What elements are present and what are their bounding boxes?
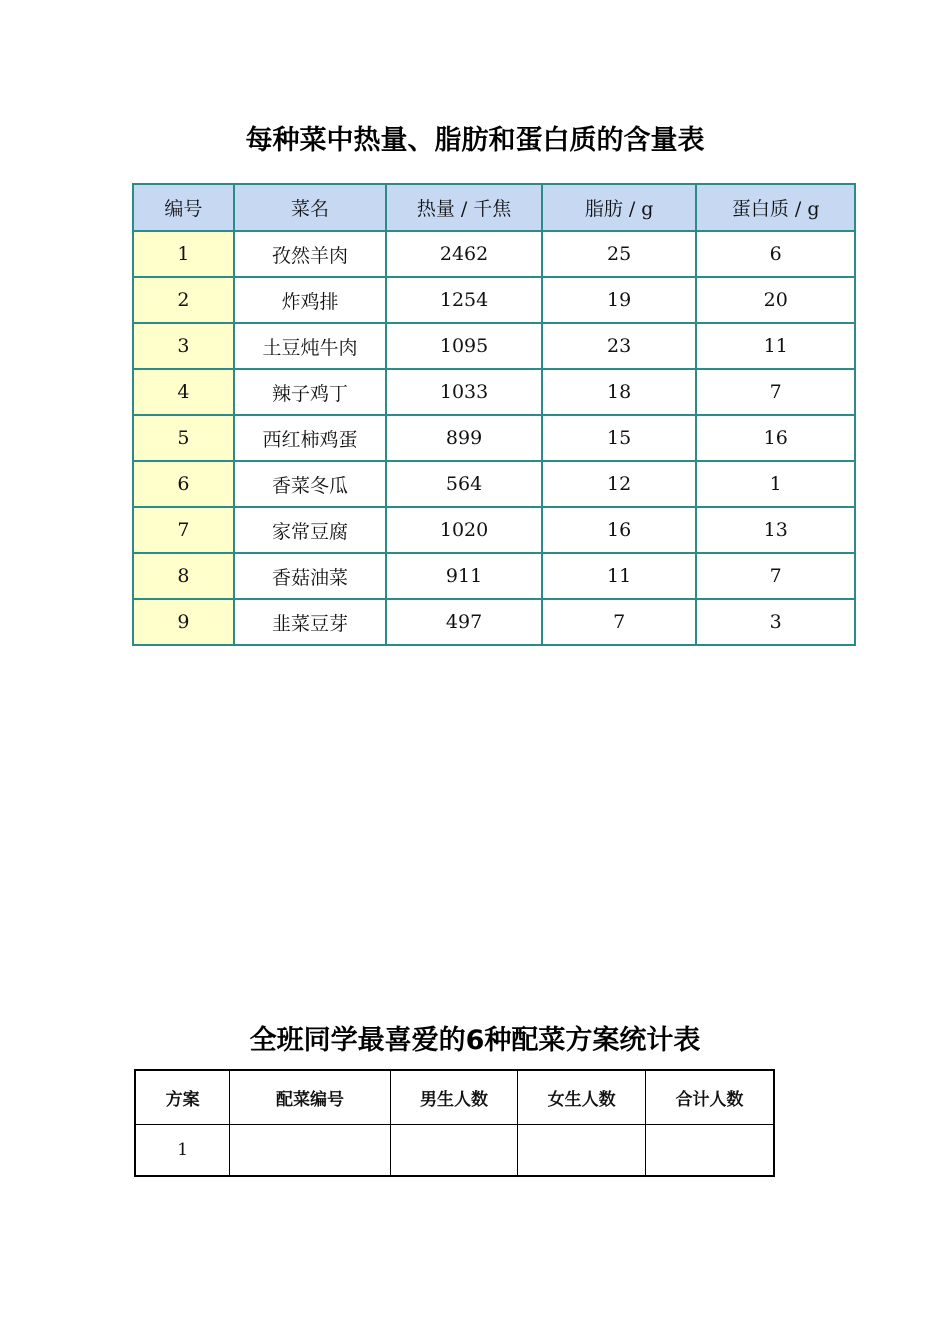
header-total: 合计人数	[645, 1070, 774, 1125]
cell-fat: 15	[542, 415, 697, 461]
cell-fat: 23	[542, 323, 697, 369]
cell-number: 5	[133, 415, 234, 461]
cell-protein: 3	[696, 599, 855, 645]
cell-protein: 13	[696, 507, 855, 553]
cell-calories: 911	[386, 553, 542, 599]
cell-fat: 16	[542, 507, 697, 553]
cell-dish-name: 西红柿鸡蛋	[234, 415, 387, 461]
table-row	[133, 553, 855, 599]
cell-calories: 899	[386, 415, 542, 461]
cell-fat: 18	[542, 369, 697, 415]
table-row	[133, 369, 855, 415]
cell-calories: 564	[386, 461, 542, 507]
cell-protein: 16	[696, 415, 855, 461]
header-boys: 男生人数	[390, 1070, 518, 1125]
cell-dish-name: 辣子鸡丁	[234, 369, 387, 415]
table-row	[133, 461, 855, 507]
cell-dish-name: 家常豆腐	[234, 507, 387, 553]
cell-dish-name: 韭菜豆芽	[234, 599, 387, 645]
cell-number: 6	[133, 461, 234, 507]
table-row	[133, 277, 855, 323]
cell-number: 9	[133, 599, 234, 645]
cell-fat: 25	[542, 231, 697, 277]
cell-fat: 19	[542, 277, 697, 323]
cell-calories: 1254	[386, 277, 542, 323]
cell-number: 8	[133, 553, 234, 599]
cell-number: 2	[133, 277, 234, 323]
cell-fat: 12	[542, 461, 697, 507]
header-fat: 脂肪 / g	[542, 184, 697, 231]
header-girls: 女生人数	[518, 1070, 646, 1125]
header-dish-numbers: 配菜编号	[230, 1070, 390, 1125]
cell-dish-name: 香菜冬瓜	[234, 461, 387, 507]
cell-protein: 20	[696, 277, 855, 323]
header-number: 编号	[133, 184, 234, 231]
table-row	[133, 415, 855, 461]
table-row	[133, 323, 855, 369]
plan-table-title: 全班同学最喜爱的6种配菜方案统计表	[249, 1025, 701, 1056]
cell-protein: 7	[696, 553, 855, 599]
cell-dish-numbers	[230, 1125, 390, 1177]
cell-protein: 11	[696, 323, 855, 369]
cell-calories: 1020	[386, 507, 542, 553]
cell-protein: 6	[696, 231, 855, 277]
cell-boys	[390, 1125, 518, 1177]
cell-calories: 1033	[386, 369, 542, 415]
cell-girls	[518, 1125, 646, 1177]
cell-total	[645, 1125, 774, 1177]
cell-number: 7	[133, 507, 234, 553]
cell-dish-name: 土豆炖牛肉	[234, 323, 387, 369]
nutrition-table-title: 每种菜中热量、脂肪和蛋白质的含量表	[245, 125, 705, 156]
cell-dish-name: 香菇油菜	[234, 553, 387, 599]
cell-calories: 2462	[386, 231, 542, 277]
cell-dish-name: 孜然羊肉	[234, 231, 387, 277]
cell-fat: 11	[542, 553, 697, 599]
header-protein: 蛋白质 / g	[696, 184, 855, 231]
cell-calories: 497	[386, 599, 542, 645]
table-row	[135, 1125, 774, 1177]
nutrition-header-row	[133, 184, 855, 231]
table-row	[133, 507, 855, 553]
cell-dish-name: 炸鸡排	[234, 277, 387, 323]
plan-header-row	[135, 1070, 774, 1125]
header-plan: 方案	[135, 1070, 230, 1125]
header-dish-name: 菜名	[234, 184, 387, 231]
cell-fat: 7	[542, 599, 697, 645]
table-row	[133, 599, 855, 645]
cell-plan: 1	[135, 1125, 230, 1177]
cell-number: 4	[133, 369, 234, 415]
nutrition-table	[132, 183, 856, 646]
cell-number: 3	[133, 323, 234, 369]
plan-table	[134, 1069, 775, 1177]
cell-number: 1	[133, 231, 234, 277]
cell-protein: 1	[696, 461, 855, 507]
header-calories: 热量 / 千焦	[386, 184, 542, 231]
table-row	[133, 231, 855, 277]
cell-calories: 1095	[386, 323, 542, 369]
cell-protein: 7	[696, 369, 855, 415]
